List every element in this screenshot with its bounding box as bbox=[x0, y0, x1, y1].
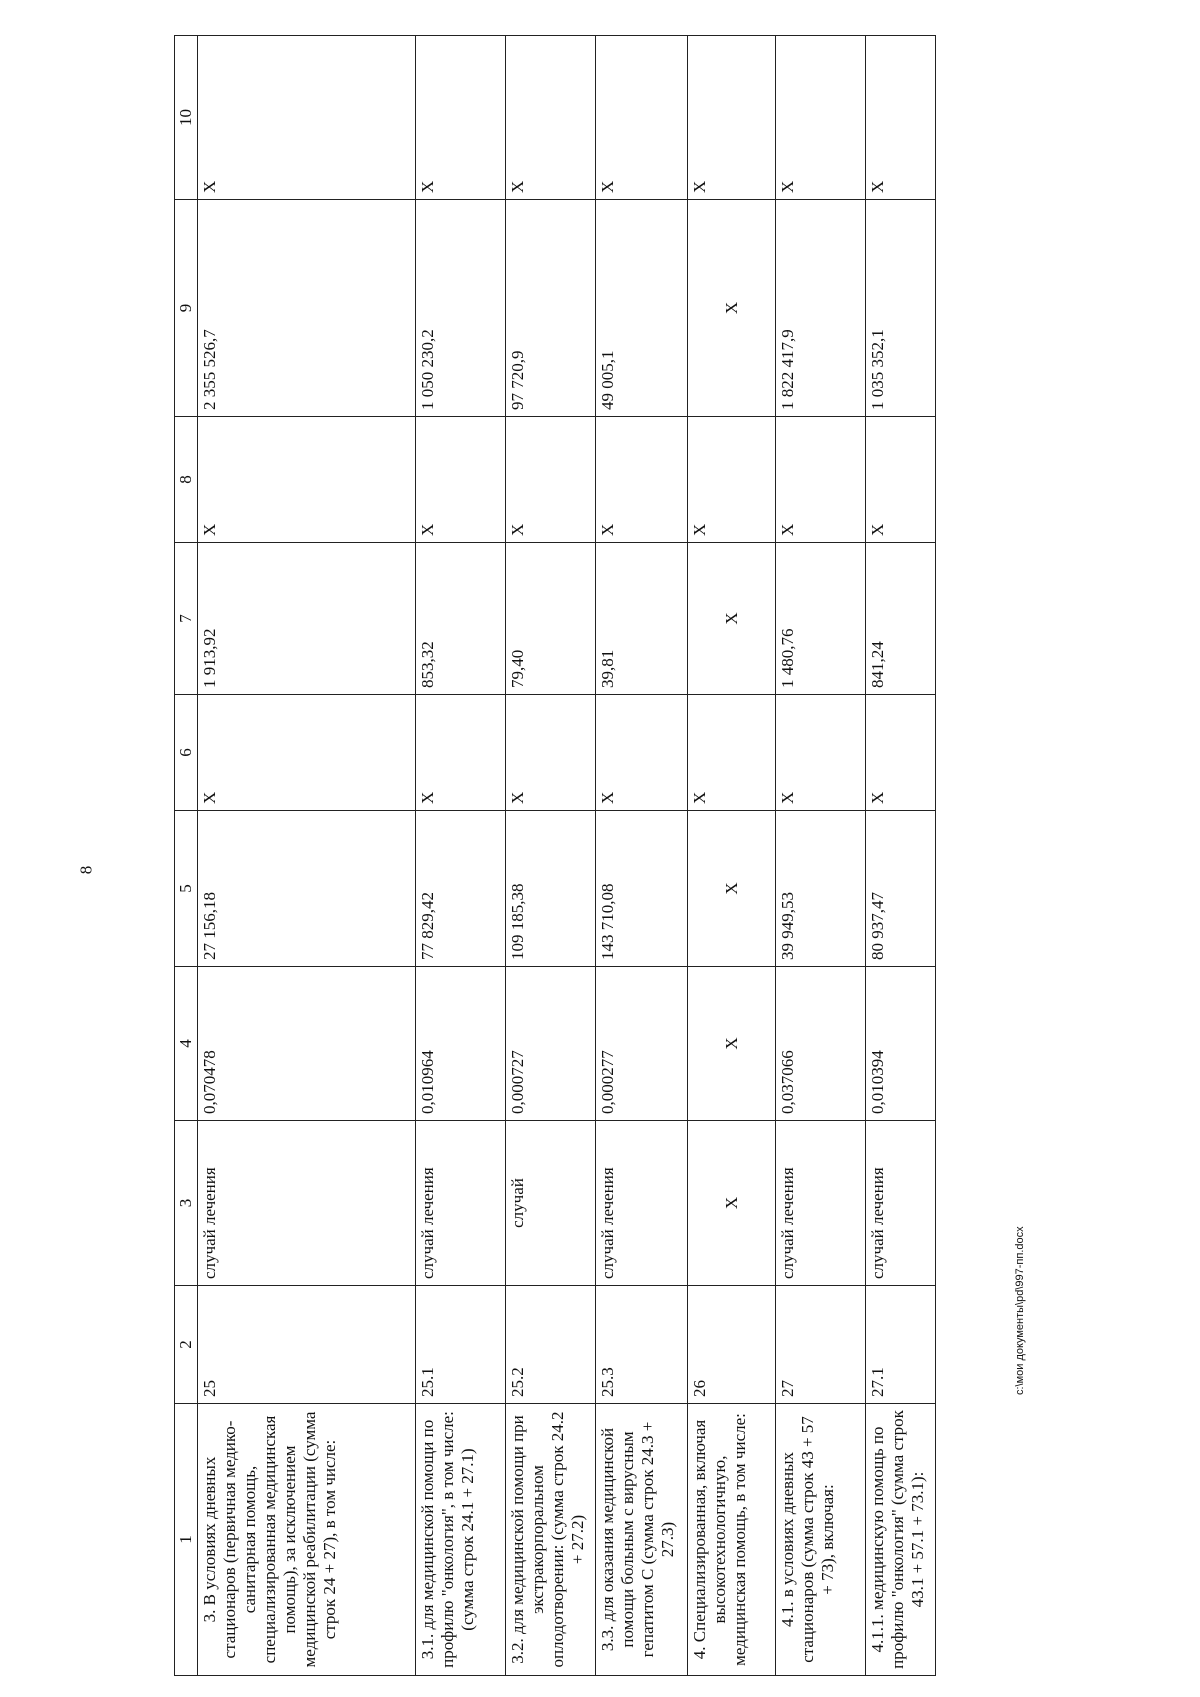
value-cell: 0,000277 bbox=[596, 967, 688, 1121]
value-cell: X bbox=[688, 417, 776, 543]
row-label: 4.1.1. медицинскую помощь по профилю "онкология" (сумма строк 43.1 + 57.1 + 73.1): bbox=[866, 1404, 936, 1676]
value-cell: X bbox=[416, 36, 506, 200]
table-row bbox=[198, 36, 416, 1676]
value-cell: X bbox=[866, 36, 936, 200]
value-cell: 2 355 526,7 bbox=[198, 200, 416, 417]
header-cell: 5 bbox=[175, 811, 198, 967]
value-cell: 853,32 bbox=[416, 543, 506, 695]
value-cell: X bbox=[596, 695, 688, 811]
value-cell: X bbox=[596, 36, 688, 200]
value-cell: 80 937,47 bbox=[866, 811, 936, 967]
table-row bbox=[866, 36, 936, 1676]
unit-cell: случай лечения bbox=[776, 1121, 866, 1286]
value-cell: X bbox=[866, 417, 936, 543]
value-cell: 0,010964 bbox=[416, 967, 506, 1121]
unit-cell: X bbox=[688, 1121, 776, 1286]
row-label: 3. В условиях дневных стационаров (первичная медико-санитарная помощь, специализированная медицинская помощь), за исключением медицинской реабилитации (сумма строк 24 + 27), в том числе: bbox=[198, 1404, 416, 1676]
row-label: 4. Специализированная, включая высокотехнологичную, медицинская помощь, в том числе: bbox=[688, 1404, 776, 1676]
value-cell: 143 710,08 bbox=[596, 811, 688, 967]
line-number: 27.1 bbox=[866, 1286, 936, 1404]
value-cell: X bbox=[688, 695, 776, 811]
row-label: 3.2. для медицинской помощи при экстракорпоральном оплодотворении: (сумма строк 24.2 + 27.2) bbox=[506, 1404, 596, 1676]
unit-cell: случай лечения bbox=[198, 1121, 416, 1286]
value-cell: X bbox=[688, 543, 776, 695]
value-cell: X bbox=[776, 695, 866, 811]
value-cell: 39,81 bbox=[596, 543, 688, 695]
header-cell: 2 bbox=[175, 1286, 198, 1404]
header-cell: 3 bbox=[175, 1121, 198, 1286]
line-number: 25.3 bbox=[596, 1286, 688, 1404]
value-cell: 0,070478 bbox=[198, 967, 416, 1121]
table-row bbox=[506, 36, 596, 1676]
value-cell: 77 829,42 bbox=[416, 811, 506, 967]
value-cell: X bbox=[506, 695, 596, 811]
line-number: 25 bbox=[198, 1286, 416, 1404]
value-cell: X bbox=[198, 417, 416, 543]
header-cell: 4 bbox=[175, 967, 198, 1121]
value-cell: 1 035 352,1 bbox=[866, 200, 936, 417]
value-cell: 0,000727 bbox=[506, 967, 596, 1121]
page-number: 8 bbox=[76, 865, 96, 875]
row-label: 3.3. для оказания медицинской помощи больным с вирусным гепатитом С (сумма строк 24.3 + 27.3) bbox=[596, 1404, 688, 1676]
row-label: 3.1. для медицинской помощи по профилю "онкология", в том числе: (сумма строк 24.1 + 27.1) bbox=[416, 1404, 506, 1676]
value-cell: X bbox=[688, 36, 776, 200]
value-cell: X bbox=[866, 695, 936, 811]
value-cell: 1 050 230,2 bbox=[416, 200, 506, 417]
header-cell: 7 bbox=[175, 543, 198, 695]
unit-cell: случай лечения bbox=[596, 1121, 688, 1286]
line-number: 25.2 bbox=[506, 1286, 596, 1404]
value-cell: 1 480,76 bbox=[776, 543, 866, 695]
header-row bbox=[175, 36, 198, 1676]
value-cell: 97 720,9 bbox=[506, 200, 596, 417]
value-cell: 27 156,18 bbox=[198, 811, 416, 967]
value-cell: 841,24 bbox=[866, 543, 936, 695]
value-cell: X bbox=[506, 36, 596, 200]
line-number: 26 bbox=[688, 1286, 776, 1404]
value-cell: X bbox=[688, 967, 776, 1121]
value-cell: X bbox=[776, 417, 866, 543]
value-cell: 1 913,92 bbox=[198, 543, 416, 695]
header-cell: 9 bbox=[175, 200, 198, 417]
value-cell: X bbox=[506, 417, 596, 543]
value-cell: X bbox=[198, 36, 416, 200]
row-label: 4.1. в условиях дневных стационаров (сумма строк 43 + 57 + 73), включая: bbox=[776, 1404, 866, 1676]
unit-cell: случай bbox=[506, 1121, 596, 1286]
value-cell: X bbox=[776, 36, 866, 200]
header-cell: 6 bbox=[175, 695, 198, 811]
value-cell: X bbox=[416, 417, 506, 543]
financing-table bbox=[174, 35, 936, 1676]
table-row bbox=[688, 36, 776, 1676]
value-cell: 1 822 417,9 bbox=[776, 200, 866, 417]
table-row bbox=[596, 36, 688, 1676]
value-cell: 79,40 bbox=[506, 543, 596, 695]
value-cell: 0,037066 bbox=[776, 967, 866, 1121]
value-cell: 49 005,1 bbox=[596, 200, 688, 417]
value-cell: 109 185,38 bbox=[506, 811, 596, 967]
value-cell: 39 949,53 bbox=[776, 811, 866, 967]
value-cell: X bbox=[688, 200, 776, 417]
unit-cell: случай лечения bbox=[866, 1121, 936, 1286]
value-cell: X bbox=[596, 417, 688, 543]
unit-cell: случай лечения bbox=[416, 1121, 506, 1286]
header-cell: 1 bbox=[175, 1404, 198, 1676]
value-cell: X bbox=[416, 695, 506, 811]
line-number: 25.1 bbox=[416, 1286, 506, 1404]
table-row bbox=[776, 36, 866, 1676]
header-cell: 10 bbox=[175, 36, 198, 200]
header-cell: 8 bbox=[175, 417, 198, 543]
value-cell: X bbox=[198, 695, 416, 811]
line-number: 27 bbox=[776, 1286, 866, 1404]
rotated-sheet bbox=[174, 36, 1054, 1676]
table-row bbox=[416, 36, 506, 1676]
footer-file-path: c:\мои документы\pd\997-пп.docx bbox=[1014, 1226, 1026, 1395]
value-cell: X bbox=[688, 811, 776, 967]
value-cell: 0,010394 bbox=[866, 967, 936, 1121]
